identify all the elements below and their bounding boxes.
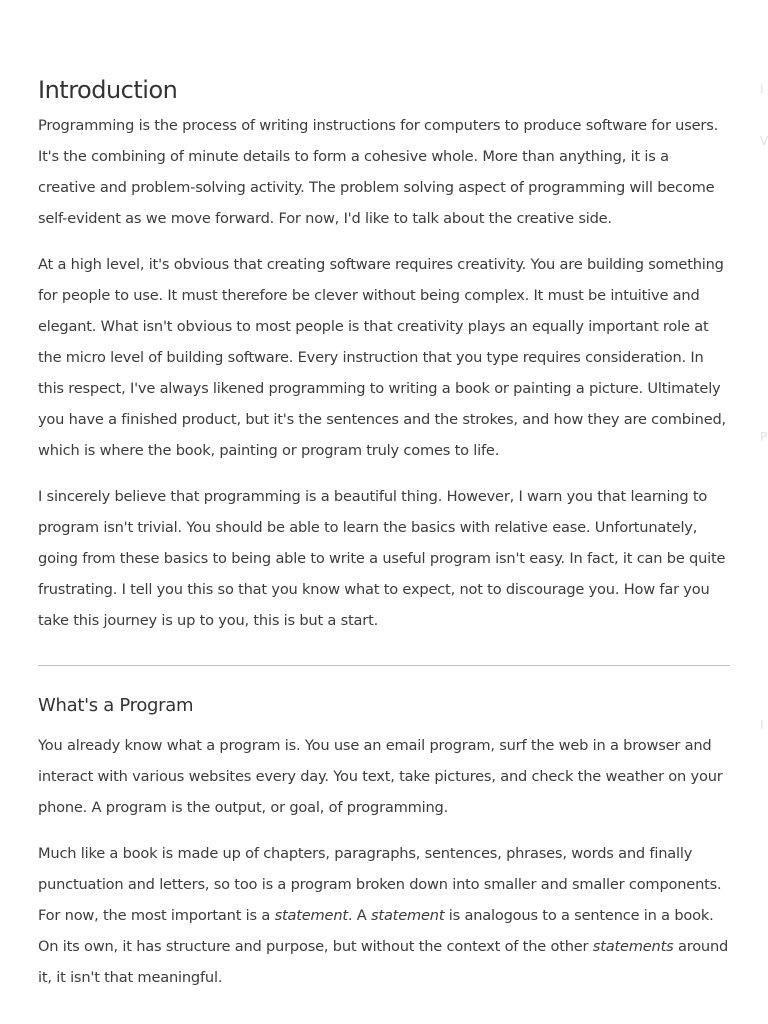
program-paragraph-2 [38,838,730,993]
clipped-sidebar-glyph: P [760,430,768,444]
text-run: Much like a book is made up of chapters, paragraphs, sentences, phrases, words and finally punctuation and letters, so too is a program broken down into smaller and smaller components. For now, the most important is a [38,845,722,924]
clipped-sidebar-glyph: I [760,82,764,96]
term-statement: statement [371,907,445,924]
text-run: around it, it isn't that meaningful. [38,938,729,986]
text-run: is analogous to a sentence in a book. On its own, it has structure and purpose, but without the context of the other [38,907,714,955]
program-paragraph-1: You already know what a program is. You use an email program, surf the web in a browser and interact with various websites every day. You text, take pictures, and check the weather on your phone. A program is the output, or goal, of programming. [38,737,723,816]
intro-paragraph-3: I sincerely believe that programming is a beautiful thing. However, I warn you that learning to program isn't trivial. You should be able to learn the basics with relative ease. Unfortunately, going from these basics to being able to write a useful program isn't easy. In fact, it can be quite frustrating. I tell you this so that you know what to expect, not to discourage you. How far you take this journey is up to you, this is but a start. [38,488,726,629]
section-heading-introduction: Introduction [38,76,178,104]
intro-paragraph-2: At a high level, it's obvious that creating software requires creativity. You are building something for people to use. It must therefore be clever without being complex. It must be intuitive and elegant. What isn't obvious to most people is that creativity plays an equally important role at the micro level of building software. Every instruction that you type requires consideration. In this respect, I've always likened programming to writing a book or painting a picture. Ultimately you have a finished product, but it's the sentences and the strokes, and how they are combined, which is where the book, painting or program truly comes to life. [38,256,726,459]
clipped-sidebar-glyph: V [760,134,768,148]
term-statement: statement [274,907,348,924]
text-run: . A [347,907,372,924]
section-divider [38,665,730,666]
intro-paragraph-1: Programming is the process of writing instructions for computers to produce software for users. It's the combining of minute details to form a cohesive whole. More than anything, it is a creative and problem-solving activity. The problem solving aspect of programming will become self-evident as we move forward. For now, I'd like to talk about the creative side. [38,117,719,227]
section-heading-whats-a-program: What's a Program [38,695,194,716]
clipped-sidebar-glyph: I [760,718,764,732]
term-statements: statements [592,938,674,955]
article [38,72,730,1008]
